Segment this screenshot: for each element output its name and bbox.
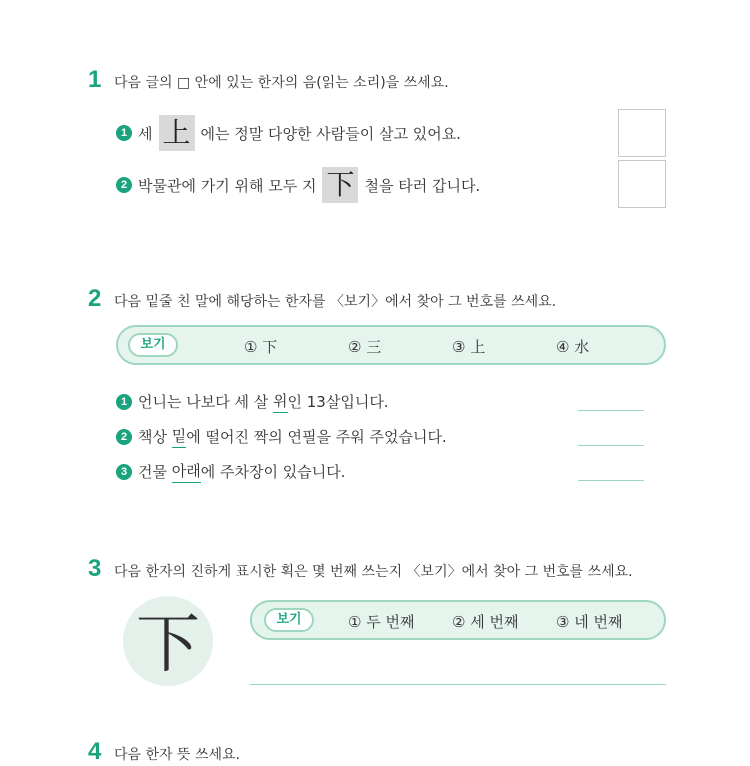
hanja-box: 下 — [322, 167, 358, 203]
answer-box-1[interactable] — [618, 109, 666, 157]
underlined-word: 밑 — [172, 425, 187, 448]
bogi-option-2: ② 세 번째 — [452, 613, 519, 631]
q1-item-1-before: 세 — [138, 124, 153, 143]
q1-item-2-before: 박물관에 가기 위해 모두 지 — [138, 176, 317, 195]
q2-item-1-pre: 언니는 나보다 세 살 — [138, 393, 273, 411]
q2-item-1-post: 인 13살입니다. — [287, 393, 389, 411]
bogi-label: 보기 — [128, 333, 178, 357]
answer-line-q3[interactable] — [250, 684, 666, 685]
bogi-option-3: ③ 네 번째 — [556, 613, 623, 631]
question-1-text: 다음 글의 □ 안에 있는 한자의 음(읽는 소리)을 쓰세요. — [114, 75, 449, 91]
item-number-badge: 2 — [116, 429, 132, 445]
question-3-number: 3 — [88, 555, 102, 582]
bogi-option-1: ① 下 — [244, 338, 278, 356]
item-number-badge: 1 — [116, 125, 132, 141]
q2-item-2 — [116, 425, 447, 448]
bogi-option-2: ② 三 — [348, 338, 382, 356]
answer-line-2[interactable] — [578, 445, 644, 446]
item-number-badge: 2 — [116, 177, 132, 193]
underlined-word: 위 — [273, 390, 288, 413]
question-4-text: 다음 한자 뜻 쓰세요. — [114, 747, 240, 763]
item-number-badge: 1 — [116, 394, 132, 410]
q2-item-2-post: 에 떨어진 짝의 연필을 주워 주었습니다. — [186, 428, 447, 446]
q2-item-2-pre: 책상 — [138, 428, 172, 446]
hanja-stroke-figure — [123, 596, 213, 686]
q1-item-1-after: 에는 정말 다양한 사람들이 살고 있어요. — [200, 124, 461, 143]
q2-item-3 — [116, 460, 345, 483]
bogi-option-1: ① 두 번째 — [348, 613, 415, 631]
q1-item-2-after: 철을 타러 갑니다. — [364, 176, 481, 195]
bogi-option-3: ③ 上 — [452, 338, 486, 356]
bogi-option-4: ④ 水 — [556, 338, 590, 356]
answer-line-1[interactable] — [578, 410, 644, 411]
q2-item-3-pre: 건물 — [138, 463, 172, 481]
question-3-text: 다음 한자의 진하게 표시한 획은 몇 번째 쓰는지 〈보기〉에서 찾아 그 번호를 쓰세요. — [114, 564, 633, 580]
question-4-number: 4 — [88, 738, 102, 765]
hanja-stroke-circle — [123, 596, 213, 686]
q2-item-3-post: 에 주차장이 있습니다. — [200, 463, 346, 481]
q1-item-1 — [116, 115, 461, 151]
q2-item-1 — [116, 390, 389, 413]
item-number-badge: 3 — [116, 464, 132, 480]
question-1-number: 1 — [88, 66, 102, 93]
hanja-box: 上 — [159, 115, 195, 151]
q1-item-2 — [116, 167, 480, 203]
question-2-number: 2 — [88, 285, 102, 312]
hanja-character: 下 — [136, 608, 200, 682]
answer-box-2[interactable] — [618, 160, 666, 208]
underlined-word: 아래 — [172, 460, 201, 483]
answer-line-3[interactable] — [578, 480, 644, 481]
bogi-label-2: 보기 — [264, 608, 314, 632]
question-2-text: 다음 밑줄 친 말에 해당하는 한자를 〈보기〉에서 찾아 그 번호를 쓰세요. — [114, 294, 557, 310]
